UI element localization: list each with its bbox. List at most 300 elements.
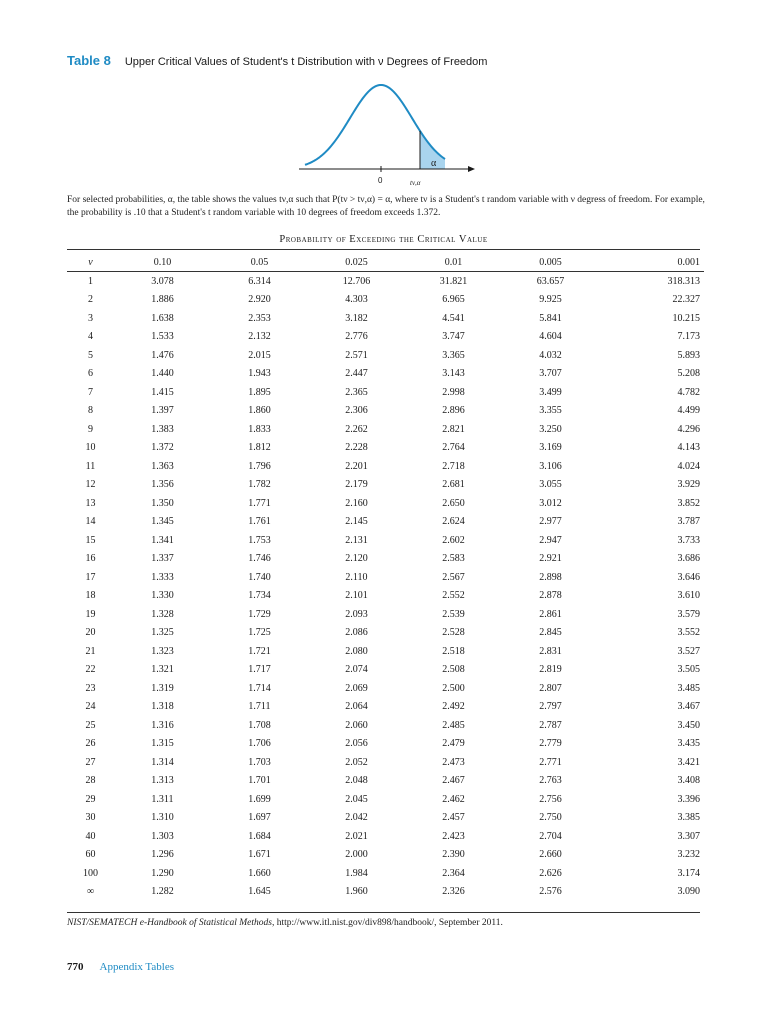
critical-value-cell: 1.383	[151, 423, 174, 435]
critical-value-cell: 2.364	[442, 867, 465, 879]
column-header-alpha-0.01: 0.01	[444, 257, 463, 268]
critical-value-cell: 2.015	[248, 349, 271, 361]
source-title: NIST/SEMATECH e-Handbook of Statistical Methods	[67, 918, 272, 928]
critical-value-cell: 1.697	[248, 812, 271, 824]
critical-value-cell: 2.447	[345, 368, 368, 380]
critical-value-cell: 2.756	[539, 793, 562, 805]
df-cell: 18	[85, 590, 96, 602]
critical-value-cell: 1.415	[151, 386, 174, 398]
critical-value-cell: 1.761	[248, 516, 271, 528]
critical-value-cell: 1.328	[151, 608, 174, 620]
table-row	[67, 735, 704, 754]
df-cell: 28	[85, 775, 96, 787]
critical-value-cell: 2.485	[442, 719, 465, 731]
df-cell: 1	[88, 275, 93, 287]
critical-value-cell: 5.208	[677, 368, 700, 380]
critical-value-cell: 2.845	[539, 627, 562, 639]
critical-value-cell: 4.032	[539, 349, 562, 361]
critical-value-cell: 10.215	[672, 312, 700, 324]
critical-value-cell: 2.787	[539, 719, 562, 731]
critical-value-cell: 2.467	[442, 775, 465, 787]
critical-value-cell: 1.372	[151, 442, 174, 454]
df-cell: 11	[85, 460, 96, 472]
df-cell: 14	[85, 516, 96, 528]
critical-value-cell: 1.311	[151, 793, 174, 805]
critical-value-cell: 2.423	[442, 830, 465, 842]
critical-value-cell: 1.345	[151, 516, 174, 528]
df-cell: 30	[85, 812, 96, 824]
critical-value-cell: 3.747	[442, 331, 465, 343]
critical-value-cell: 3.467	[677, 701, 700, 713]
critical-value-cell: 2.528	[442, 627, 465, 639]
critical-value-cell: 1.318	[151, 701, 174, 713]
critical-value-cell: 1.350	[151, 497, 174, 509]
critical-value-cell: 1.708	[248, 719, 271, 731]
critical-value-cell: 2.771	[539, 756, 562, 768]
df-cell: 15	[85, 534, 96, 546]
table-row	[67, 753, 704, 772]
critical-value-cell: 2.326	[442, 886, 465, 898]
table-row	[67, 698, 704, 717]
critical-value-cell: 4.024	[677, 460, 700, 472]
critical-value-cell: 5.841	[539, 312, 562, 324]
df-cell: 6	[88, 368, 93, 380]
table-row	[67, 420, 704, 439]
critical-value-cell: 1.321	[151, 664, 174, 676]
critical-value-cell: 3.250	[539, 423, 562, 435]
table-row	[67, 513, 704, 532]
bottom-rule	[67, 912, 700, 913]
critical-value-cell: 4.303	[345, 294, 368, 306]
critical-value-cell: 1.323	[151, 645, 174, 657]
critical-value-cell: 2.650	[442, 497, 465, 509]
critical-value-cell: 3.499	[539, 386, 562, 398]
df-cell: 10	[85, 442, 96, 454]
critical-value-cell: 2.080	[345, 645, 368, 657]
df-cell: 21	[85, 645, 96, 657]
critical-value-cell: 1.701	[248, 775, 271, 787]
critical-value-cell: 1.860	[248, 405, 271, 417]
critical-value-cell: 2.776	[345, 331, 368, 343]
column-header-alpha-0.005: 0.005	[539, 257, 562, 268]
critical-value-cell: 1.714	[248, 682, 271, 694]
critical-value-cell: 6.314	[248, 275, 271, 287]
critical-value-cell: 2.626	[539, 867, 562, 879]
critical-value-cell: 2.576	[539, 886, 562, 898]
critical-value-cell: 2.086	[345, 627, 368, 639]
critical-value-cell: 3.106	[539, 460, 562, 472]
critical-value-cell: 1.325	[151, 627, 174, 639]
critical-value-cell: 2.110	[345, 571, 368, 583]
critical-value-cell: 3.686	[677, 553, 700, 565]
critical-value-cell: 2.492	[442, 701, 465, 713]
critical-value-cell: 1.734	[248, 590, 271, 602]
critical-value-cell: 2.306	[345, 405, 368, 417]
table-label: Table 8	[67, 53, 111, 68]
critical-value-cell: 2.977	[539, 516, 562, 528]
df-cell: 19	[85, 608, 96, 620]
critical-value-cell: 2.052	[345, 756, 368, 768]
table-row	[67, 291, 704, 310]
critical-value-cell: 2.681	[442, 479, 465, 491]
critical-value-cell: 1.313	[151, 775, 174, 787]
critical-value-cell: 2.048	[345, 775, 368, 787]
critical-value-cell: 2.896	[442, 405, 465, 417]
critical-value-cell: 2.539	[442, 608, 465, 620]
critical-value-cell: 22.327	[672, 294, 700, 306]
critical-value-cell: 2.807	[539, 682, 562, 694]
df-cell: 12	[85, 479, 96, 491]
critical-value-cell: 1.337	[151, 553, 174, 565]
critical-value-cell: 1.645	[248, 886, 271, 898]
probability-heading: Probability of Exceeding the Critical Value	[279, 234, 488, 245]
df-cell: 16	[85, 553, 96, 565]
critical-value-cell: 2.131	[345, 534, 368, 546]
critical-value-cell: 3.610	[677, 590, 700, 602]
critical-value-cell: 2.718	[442, 460, 465, 472]
table-row	[67, 624, 704, 643]
table-row	[67, 531, 704, 550]
table-row	[67, 309, 704, 328]
critical-value-cell: 2.365	[345, 386, 368, 398]
column-header-alpha-0.025: 0.025	[345, 257, 368, 268]
table-row	[67, 661, 704, 680]
critical-value-cell: 1.315	[151, 738, 174, 750]
table-row	[67, 772, 704, 791]
table-row	[67, 365, 704, 384]
critical-value-cell: 2.602	[442, 534, 465, 546]
critical-value-cell: 2.920	[248, 294, 271, 306]
critical-value-cell: 3.527	[677, 645, 700, 657]
t-distribution-figure	[295, 72, 485, 190]
critical-value-cell: 318.313	[667, 275, 700, 287]
df-cell: 100	[83, 867, 98, 879]
table-row	[67, 272, 704, 291]
critical-value-cell: 2.462	[442, 793, 465, 805]
df-cell: 9	[88, 423, 93, 435]
critical-value-cell: 2.500	[442, 682, 465, 694]
column-header-alpha-0.05: 0.05	[250, 257, 269, 268]
critical-value-cell: 3.174	[677, 867, 700, 879]
table-row	[67, 864, 704, 883]
critical-value-cell: 4.296	[677, 423, 700, 435]
critical-value-cell: 31.821	[439, 275, 468, 287]
critical-value-cell: 3.396	[677, 793, 700, 805]
df-cell: 23	[85, 682, 96, 694]
critical-value-cell: 3.365	[442, 349, 465, 361]
critical-value-cell: 2.145	[345, 516, 368, 528]
df-cell: 60	[85, 849, 96, 861]
critical-value-cell: 2.479	[442, 738, 465, 750]
critical-value-cell: 1.895	[248, 386, 271, 398]
critical-value-cell: 1.721	[248, 645, 271, 657]
critical-value-cell: 1.796	[248, 460, 271, 472]
critical-value-cell: 2.093	[345, 608, 368, 620]
critical-value-cell: 3.733	[677, 534, 700, 546]
critical-value-cell: 2.571	[345, 349, 368, 361]
critical-value-cell: 1.316	[151, 719, 174, 731]
critical-value-cell: 1.703	[248, 756, 271, 768]
df-cell: 25	[85, 719, 96, 731]
table-row	[67, 716, 704, 735]
critical-value-cell: 4.604	[539, 331, 562, 343]
critical-value-cell: 3.929	[677, 479, 700, 491]
t-critical-values-table	[67, 254, 704, 901]
critical-value-cell: 3.646	[677, 571, 700, 583]
critical-value-cell: 2.998	[442, 386, 465, 398]
critical-value-cell: 2.042	[345, 812, 368, 824]
table-body	[67, 272, 704, 902]
critical-value-cell: 2.797	[539, 701, 562, 713]
critical-value-cell: 1.706	[248, 738, 271, 750]
critical-value-cell: 2.518	[442, 645, 465, 657]
critical-value-cell: 2.201	[345, 460, 368, 472]
critical-value-cell: 3.852	[677, 497, 700, 509]
critical-value-cell: 4.541	[442, 312, 465, 324]
df-cell: 17	[85, 571, 96, 583]
critical-value-cell: 1.333	[151, 571, 174, 583]
critical-value-cell: 9.925	[539, 294, 562, 306]
df-cell: 29	[85, 793, 96, 805]
table-row	[67, 457, 704, 476]
critical-value-cell: 2.660	[539, 849, 562, 861]
table-row	[67, 476, 704, 495]
critical-value-cell: 1.746	[248, 553, 271, 565]
critical-value-cell: 3.579	[677, 608, 700, 620]
source-details: , http://www.itl.nist.gov/div898/handbook/, September 2011.	[271, 918, 503, 928]
critical-value-cell: 2.704	[539, 830, 562, 842]
critical-value-cell: 3.232	[677, 849, 700, 861]
table-row	[67, 494, 704, 513]
critical-value-cell: 1.314	[151, 756, 174, 768]
critical-value-cell: 12.706	[342, 275, 371, 287]
critical-value-cell: 3.355	[539, 405, 562, 417]
table-row	[67, 846, 704, 865]
critical-value-cell: 7.173	[677, 331, 700, 343]
critical-value-cell: 1.363	[151, 460, 174, 472]
critical-value-cell: 2.552	[442, 590, 465, 602]
critical-value-cell: 1.753	[248, 534, 271, 546]
critical-value-cell: 2.056	[345, 738, 368, 750]
critical-value-cell: 3.182	[345, 312, 368, 324]
critical-value-cell: 1.684	[248, 830, 271, 842]
df-cell: 4	[88, 331, 93, 343]
df-cell: 13	[85, 497, 96, 509]
page-number: 770	[67, 961, 84, 973]
critical-value-cell: 1.782	[248, 479, 271, 491]
critical-value-cell: 1.699	[248, 793, 271, 805]
column-header-df: ν	[88, 257, 93, 268]
df-cell: 20	[85, 627, 96, 639]
df-cell: 22	[85, 664, 96, 676]
table-row	[67, 827, 704, 846]
critical-value-cell: 1.397	[151, 405, 174, 417]
critical-value-cell: 2.508	[442, 664, 465, 676]
df-cell: 5	[88, 349, 93, 361]
table-row	[67, 328, 704, 347]
table-row	[67, 402, 704, 421]
critical-value-cell: 1.440	[151, 368, 174, 380]
critical-value-cell: 1.296	[151, 849, 174, 861]
column-header-alpha-0.001: 0.001	[677, 257, 700, 268]
critical-value-cell: 6.965	[442, 294, 465, 306]
critical-value-cell: 1.729	[248, 608, 271, 620]
critical-value-cell: 3.307	[677, 830, 700, 842]
table-title: Upper Critical Values of Student's t Distribution with ν Degrees of Freedom	[124, 56, 488, 68]
critical-value-cell: 3.055	[539, 479, 562, 491]
critical-value-cell: 2.120	[345, 553, 368, 565]
critical-value-cell: 3.012	[539, 497, 562, 509]
footer-section-label: Appendix Tables	[99, 961, 174, 973]
critical-value-cell: 4.499	[677, 405, 700, 417]
table-row	[67, 790, 704, 809]
critical-value-cell: 1.330	[151, 590, 174, 602]
critical-value-cell: 1.725	[248, 627, 271, 639]
critical-value-cell: 3.505	[677, 664, 700, 676]
critical-value-cell: 2.000	[345, 849, 368, 861]
top-rule	[67, 249, 700, 250]
table-row	[67, 383, 704, 402]
critical-value-cell: 2.567	[442, 571, 465, 583]
critical-value-cell: 1.476	[151, 349, 174, 361]
critical-value-cell: 1.886	[151, 294, 174, 306]
table-row	[67, 346, 704, 365]
critical-value-cell: 2.473	[442, 756, 465, 768]
critical-value-cell: 2.821	[442, 423, 465, 435]
df-cell: 3	[88, 312, 93, 324]
critical-value-cell: 2.624	[442, 516, 465, 528]
column-header-row	[67, 254, 704, 272]
critical-value-cell: 2.045	[345, 793, 368, 805]
critical-value-cell: 5.893	[677, 349, 700, 361]
critical-value-cell: 3.787	[677, 516, 700, 528]
critical-value-cell: 1.833	[248, 423, 271, 435]
critical-value-cell: 1.717	[248, 664, 271, 676]
df-cell: 8	[88, 405, 93, 417]
table-row	[67, 550, 704, 569]
critical-value-cell: 2.779	[539, 738, 562, 750]
critical-value-cell: 3.090	[677, 886, 700, 898]
critical-value-cell: 3.435	[677, 738, 700, 750]
critical-value-cell: 1.282	[151, 886, 174, 898]
table-row	[67, 605, 704, 624]
critical-value-cell: 4.782	[677, 386, 700, 398]
critical-value-cell: 2.060	[345, 719, 368, 731]
critical-value-cell: 1.771	[248, 497, 271, 509]
critical-value-cell: 2.819	[539, 664, 562, 676]
critical-value-cell: 2.262	[345, 423, 368, 435]
critical-value-cell: 1.310	[151, 812, 174, 824]
critical-value-cell: 1.943	[248, 368, 271, 380]
critical-value-cell: 3.552	[677, 627, 700, 639]
critical-value-cell: 2.074	[345, 664, 368, 676]
critical-value-cell: 2.764	[442, 442, 465, 454]
critical-value-cell: 3.421	[677, 756, 700, 768]
critical-value-cell: 1.660	[248, 867, 271, 879]
df-cell: 40	[85, 830, 96, 842]
df-cell: 26	[85, 738, 96, 750]
critical-value-cell: 2.353	[248, 312, 271, 324]
alpha-label: α	[431, 158, 437, 169]
table-row	[67, 439, 704, 458]
critical-value-cell: 2.878	[539, 590, 562, 602]
critical-value-cell: 3.078	[151, 275, 174, 287]
critical-value-cell: 2.763	[539, 775, 562, 787]
critical-value-cell: 2.921	[539, 553, 562, 565]
df-cell: 2	[88, 294, 93, 306]
critical-value-cell: 2.390	[442, 849, 465, 861]
critical-value-cell: 1.740	[248, 571, 271, 583]
critical-value-cell: 1.984	[345, 867, 368, 879]
table-row	[67, 679, 704, 698]
critical-value-cell: 2.101	[345, 590, 368, 602]
critical-value-cell: 2.861	[539, 608, 562, 620]
critical-value-cell: 2.947	[539, 534, 562, 546]
zero-label: 0	[378, 176, 383, 185]
critical-value-cell: 2.750	[539, 812, 562, 824]
critical-value-cell: 2.064	[345, 701, 368, 713]
table-title-row	[67, 52, 487, 70]
critical-value-cell: 3.143	[442, 368, 465, 380]
critical-value-cell: 2.831	[539, 645, 562, 657]
critical-value-cell: 1.671	[248, 849, 271, 861]
table-description: For selected probabilities, α, the table shows the values tν,α such that P(tν > tν,α) = α, where tν is a Student's t random variable with ν degress of freedom. For example, the probability is .10 that a Student's t random variable with 10 degrees of freedom exceeds 1.372.	[67, 195, 705, 218]
critical-value-cell: 1.303	[151, 830, 174, 842]
df-cell: ∞	[86, 886, 95, 898]
critical-value-cell: 1.533	[151, 331, 174, 343]
critical-value-cell: 3.408	[677, 775, 700, 787]
critical-value-cell: 2.179	[345, 479, 368, 491]
table-row	[67, 642, 704, 661]
critical-value-cell: 1.341	[151, 534, 174, 546]
table-row	[67, 883, 704, 902]
critical-value-cell: 3.707	[539, 368, 562, 380]
table-row	[67, 568, 704, 587]
critical-value-cell: 3.485	[677, 682, 700, 694]
critical-value-cell: 1.812	[248, 442, 271, 454]
critical-value-cell: 3.169	[539, 442, 562, 454]
critical-value-cell: 2.069	[345, 682, 368, 694]
page-footer	[67, 957, 174, 975]
critical-value-cell: 3.450	[677, 719, 700, 731]
critical-value-cell: 1.319	[151, 682, 174, 694]
critical-value-cell: 3.385	[677, 812, 700, 824]
critical-value-cell: 2.132	[248, 331, 271, 343]
source-citation	[67, 918, 503, 928]
critical-value-cell: 2.160	[345, 497, 368, 509]
df-cell: 27	[85, 756, 96, 768]
df-cell: 7	[88, 386, 93, 398]
critical-value-cell: 2.898	[539, 571, 562, 583]
df-cell: 24	[85, 701, 96, 713]
critical-value-cell: 1.711	[248, 701, 271, 713]
x-axis-arrow	[468, 166, 475, 172]
critical-value-cell: 2.228	[345, 442, 368, 454]
critical-value-cell: 2.457	[442, 812, 465, 824]
critical-value-cell: 4.143	[677, 442, 700, 454]
critical-value-cell: 63.657	[536, 275, 565, 287]
critical-value-cell: 2.021	[345, 830, 368, 842]
critical-value-cell: 2.583	[442, 553, 465, 565]
table-row	[67, 587, 704, 606]
critical-value-cell: 1.960	[345, 886, 368, 898]
critical-value-cell: 1.290	[151, 867, 174, 879]
table-row	[67, 809, 704, 828]
critical-value-label: tν,α	[410, 179, 421, 187]
critical-value-cell: 1.638	[151, 312, 174, 324]
critical-value-cell: 1.356	[151, 479, 174, 491]
column-header-alpha-0.10: 0.10	[153, 257, 172, 268]
